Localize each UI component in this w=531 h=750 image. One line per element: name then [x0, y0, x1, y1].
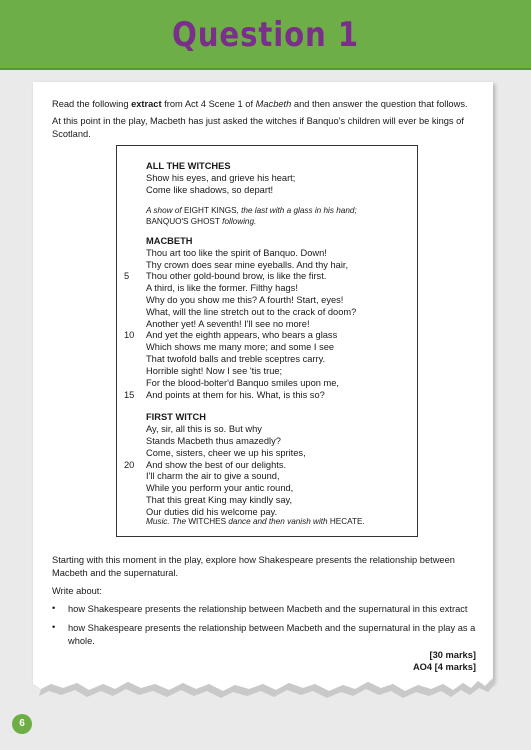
extract-line: And show the best of our delights.: [146, 460, 287, 470]
extract-line: Another yet! A seventh! I'll see no more!: [146, 319, 310, 329]
extract-line: And points at them for his. What, is this so?: [146, 390, 325, 400]
intro-context: At this point in the play, Macbeth has just asked the witches if Banquo's children will ever be kings of Scotland.: [52, 116, 464, 139]
marks-total: [30 marks]: [429, 650, 476, 660]
bullet-item: how Shakespeare presents the relationship between Macbeth and the supernatural in this extract: [68, 604, 468, 614]
extract-line: Why do you show me this? A fourth! Start, eyes!: [146, 295, 344, 305]
extract-line: That twofold balls and treble sceptres carry.: [146, 354, 326, 364]
extract-line: What, will the line stretch out to the crack of doom?: [146, 307, 357, 317]
line-number: 20: [124, 460, 135, 470]
page-number: 6: [12, 714, 32, 734]
extract-line: For the blood-bolter'd Banquo smiles upon me,: [146, 378, 339, 388]
question-prompt: Starting with this moment in the play, explore how Shakespeare presents the relationship between Macbeth and the supernatural.: [52, 555, 455, 578]
extract-line: Thou art too like the spirit of Banquo. Down!: [146, 248, 327, 258]
extract-line: I'll charm the air to give a sound,: [146, 471, 280, 481]
line-number: 10: [124, 330, 135, 340]
intro-instruction: Read the following extract from Act 4 Scene 1 of Macbeth and then answer the question that follows.: [52, 99, 468, 109]
extract-line: Thou other gold-bound brow, is like the first.: [146, 271, 327, 281]
line-number: 15: [124, 390, 135, 400]
bullet-marker: •: [52, 603, 56, 613]
extract-line: Stands Macbeth thus amazedly?: [146, 436, 281, 446]
speaker-first-witch: FIRST WITCH: [146, 412, 206, 422]
extract-line: Ay, sir, all this is so. But why: [146, 424, 262, 434]
extract-line: A third, is like the former. Filthy hags!: [146, 283, 298, 293]
write-about-label: Write about:: [52, 586, 102, 596]
bullet-marker: •: [52, 622, 56, 632]
speaker-macbeth: MACBETH: [146, 236, 193, 246]
extract-line: That this great King may kindly say,: [146, 495, 293, 505]
extract-line: Our duties did his welcome pay.: [146, 507, 278, 517]
extract-line: Show his eyes, and grieve his heart;: [146, 173, 296, 183]
header-banner: [0, 0, 531, 70]
line-number: 5: [124, 271, 130, 281]
extract-line: While you perform your antic round,: [146, 483, 294, 493]
marks-ao4: AO4 [4 marks]: [412, 662, 476, 672]
stage-direction-2: Music. The WITCHES dance and then vanish with HECATE.: [146, 517, 365, 526]
extract-line: Thy crown does sear mine eyeballs. And thy hair,: [146, 260, 349, 270]
page-title: Question 1: [172, 15, 359, 55]
extract-line: And yet the eighth appears, who bears a glass: [146, 330, 338, 340]
speaker-all-witches: ALL THE WITCHES: [146, 161, 231, 171]
extract-line: Which shows me many more; and some I see: [146, 342, 335, 352]
extract-line: Come like shadows, so depart!: [146, 185, 274, 195]
stage-direction-1: A show of EIGHT KINGS, the last with a glass in his hand; BANQUO'S GHOST following.: [146, 206, 357, 226]
torn-paper-edge: [33, 672, 503, 706]
bullet-item: how Shakespeare presents the relationship between Macbeth and the supernatural in the play as a whole.: [68, 623, 476, 646]
extract-line: Come, sisters, cheer we up his sprites,: [146, 448, 306, 458]
extract-line: Horrible sight! Now I see 'tis true;: [146, 366, 283, 376]
